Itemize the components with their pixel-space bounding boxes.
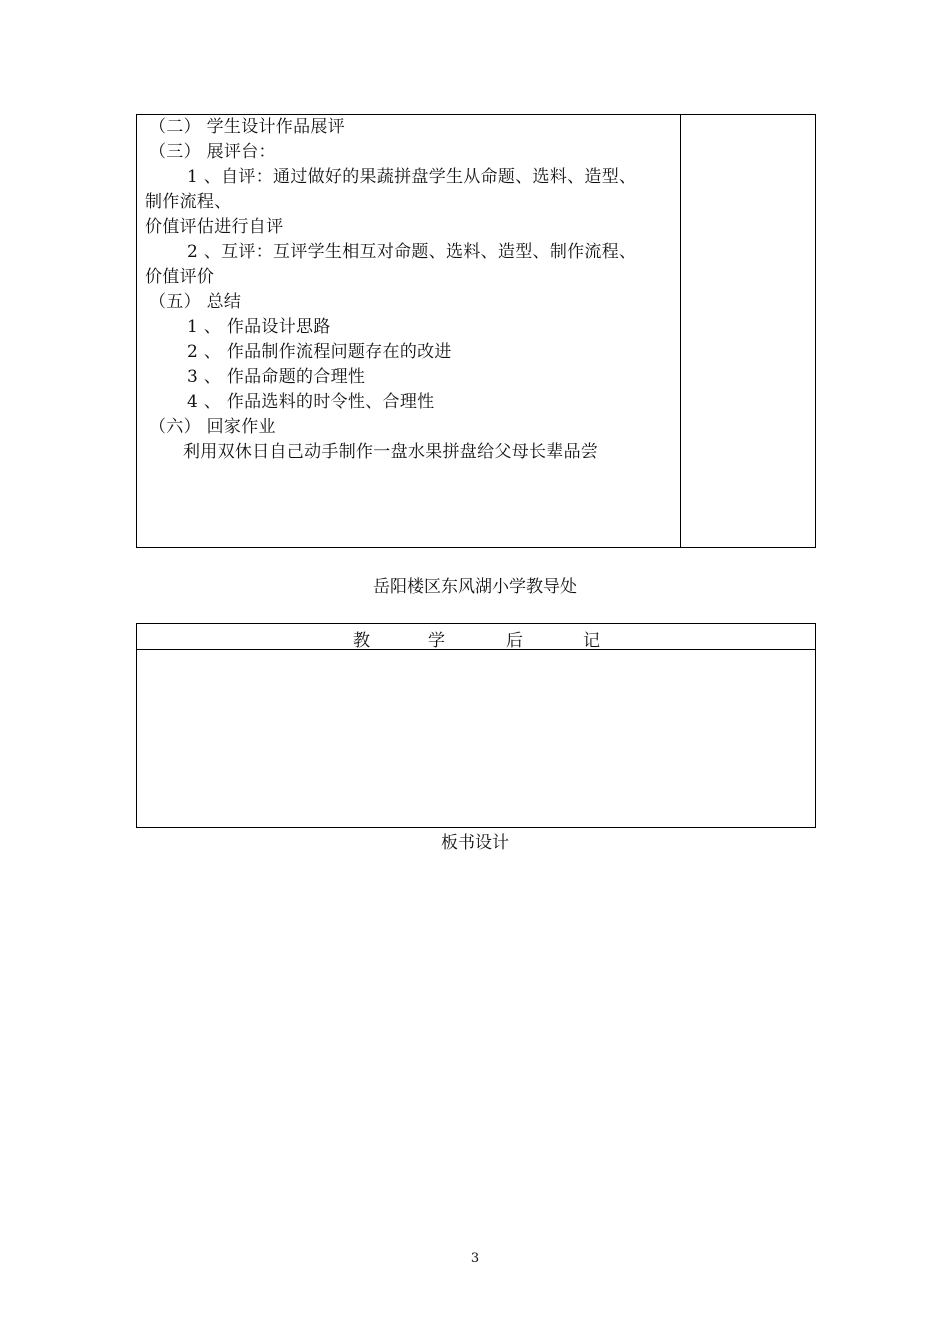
lesson-content-table bbox=[136, 114, 816, 548]
header-char: 后 bbox=[506, 631, 523, 651]
table-column-divider bbox=[680, 115, 681, 547]
teaching-notes-header bbox=[137, 624, 815, 650]
board-design-label: 板书设计 bbox=[441, 833, 509, 853]
school-name: 岳阳楼区东风湖小学教导处 bbox=[373, 577, 577, 597]
section-heading-5: （五） 总结 bbox=[149, 292, 242, 312]
summary-item-4: 4 、 作品选料的时令性、合理性 bbox=[187, 392, 435, 412]
self-eval-line-2: 制作流程、 bbox=[145, 192, 232, 212]
summary-item-3: 3 、 作品命题的合理性 bbox=[187, 367, 366, 387]
section-heading-3: （三） 展评台： bbox=[149, 142, 276, 162]
section-heading-6: （六） 回家作业 bbox=[149, 417, 276, 437]
summary-item-1: 1 、 作品设计思路 bbox=[187, 317, 331, 337]
section-heading-2: （二） 学生设计作品展评 bbox=[149, 117, 346, 137]
header-char: 教 bbox=[353, 631, 370, 651]
header-char: 记 bbox=[583, 631, 600, 651]
peer-eval-line-1: 2 、互评：互评学生相互对命题、选料、造型、制作流程、 bbox=[187, 242, 637, 262]
teaching-notes-table bbox=[136, 623, 816, 828]
page-number: 3 bbox=[470, 1251, 480, 1266]
self-eval-line-1: 1 、自评：通过做好的果蔬拼盘学生从命题、选料、造型、 bbox=[187, 167, 637, 187]
summary-item-2: 2 、 作品制作流程问题存在的改进 bbox=[187, 342, 452, 362]
homework-text: 利用双休日自己动手制作一盘水果拼盘给父母长辈品尝 bbox=[183, 442, 599, 462]
self-eval-line-3: 价值评估进行自评 bbox=[145, 217, 284, 237]
header-char: 学 bbox=[428, 631, 445, 651]
peer-eval-line-2: 价值评价 bbox=[145, 267, 215, 287]
